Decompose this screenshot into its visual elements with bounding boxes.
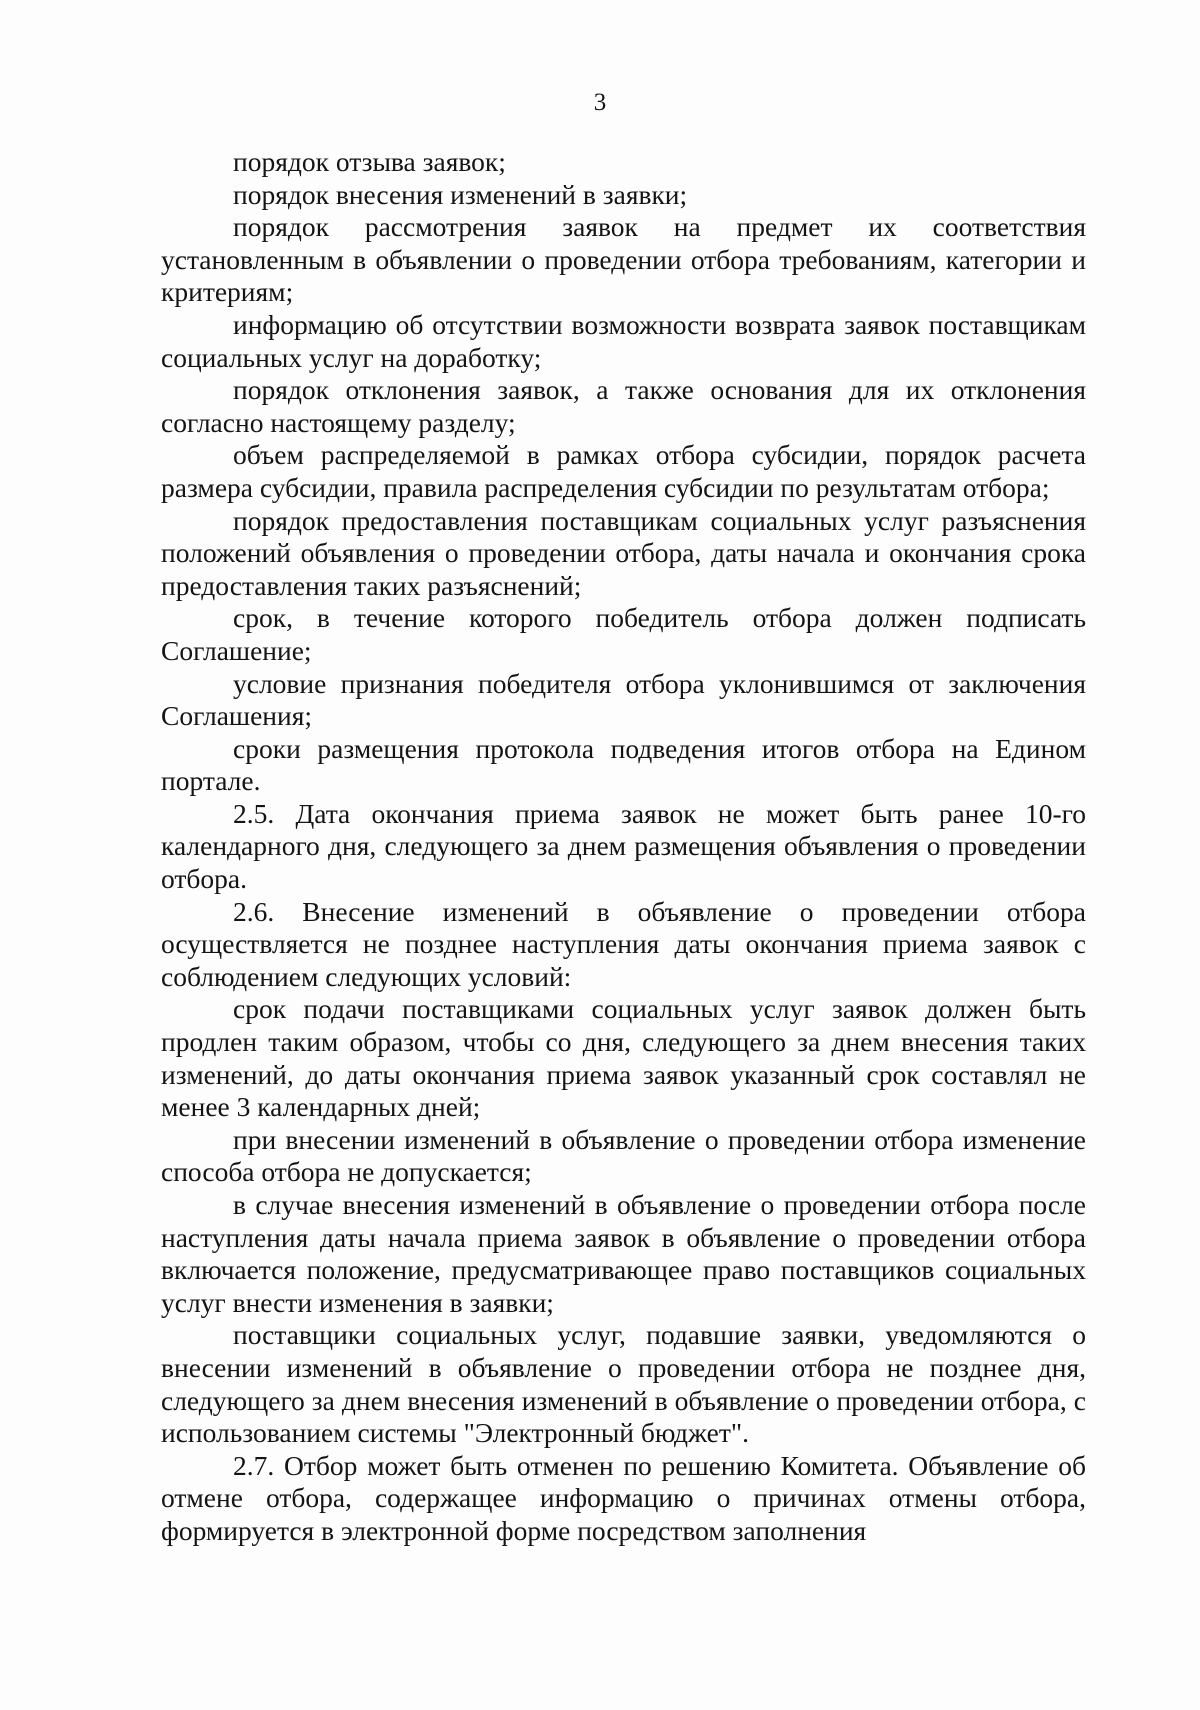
paragraph: условие признания победителя отбора уклонившимся от заключения Соглашения; xyxy=(161,667,1086,732)
paragraph: поставщики социальных услуг, подавшие заявки, уведомляются о внесении изменений в объявление о проведении отбора не позднее дня, следующего за днем внесения изменений в объявление о проведении отбора, с использованием системы "Электронный бюджет". xyxy=(161,1319,1086,1449)
paragraph: порядок отклонения заявок, а также основания для их отклонения согласно настоящему разделу; xyxy=(161,374,1086,438)
paragraph: в случае внесения изменений в объявление о проведении отбора после наступления даты начала приема заявок в объявление о проведении отбора включается положение, предусматривающее право поставщиков социальных услуг внести изменения в заявки; xyxy=(161,1189,1086,1318)
paragraph: порядок отзыва заявок; xyxy=(233,146,506,177)
paragraph: порядок рассмотрения заявок на предмет их соответствия установленным в объявлении о проведении отбора требованиям, категории и критериям; xyxy=(161,211,1086,308)
paragraph: срок подачи поставщиками социальных услуг заявок должен быть продлен таким образом, чтобы со дня, следующего за днем внесения таких изменений, до даты окончания приема заявок указанный срок составлял не менее 3 календарных дней; xyxy=(161,993,1086,1123)
paragraph: при внесении изменений в объявление о проведении отбора изменение способа отбора не допускается; xyxy=(161,1123,1086,1188)
paragraph: порядок внесения изменений в заявки; xyxy=(233,178,688,210)
section-2-6-paragraph: 2.6. Внесение изменений в объявление о проведении отбора осуществляется не позднее наступления даты окончания приема заявок с соблюдением следующих условий: xyxy=(161,895,1086,992)
paragraph: порядок предоставления поставщикам социальных услуг разъяснения положений объявления о проведении отбора, даты начала и окончания срока предоставления таких разъяснений; xyxy=(161,504,1086,601)
paragraph: сроки размещения протокола подведения итогов отбора на Едином портале. xyxy=(161,732,1086,797)
document-body xyxy=(161,146,1086,1548)
paragraph: срок, в течение которого победитель отбора должен подписать Соглашение; xyxy=(161,602,1086,666)
section-2-5-paragraph: 2.5. Дата окончания приема заявок не может быть ранее 10-го календарного дня, следующего за днем размещения объявления о проведении отбора. xyxy=(161,797,1086,895)
page-number: 3 xyxy=(593,89,607,116)
section-2-7-paragraph: 2.7. Отбор может быть отменен по решению Комитета. Объявление об отмене отбора, содержащее информацию о причинах отмены отбора, формируется в электронной форме посредством заполнения xyxy=(161,1449,1086,1546)
paragraph: объем распределяемой в рамках отбора субсидии, порядок расчета размера субсидии, правила распределения субсидии по результатам отбора; xyxy=(161,439,1086,503)
paragraph: информацию об отсутствии возможности возврата заявок поставщикам социальных услуг на доработку; xyxy=(161,308,1086,373)
